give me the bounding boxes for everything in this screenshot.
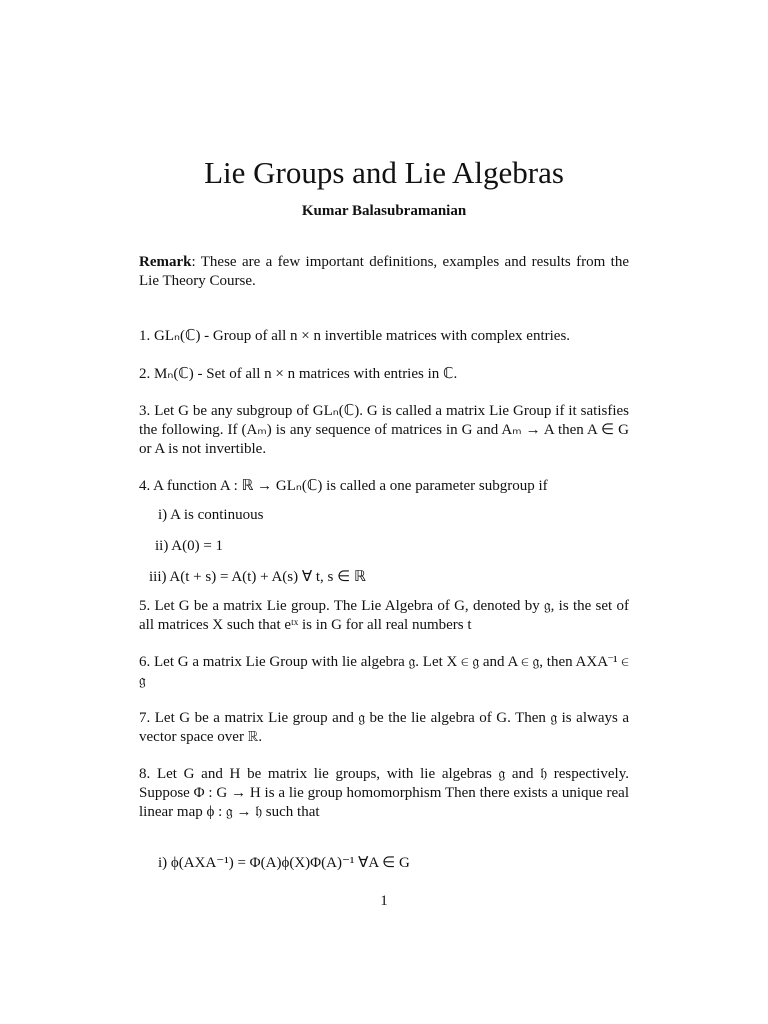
- remark-label: Remark: [139, 254, 192, 270]
- item-4-sub-i: i) A is continuous: [158, 507, 264, 523]
- item-2: 2. Mₙ(ℂ) - Set of all n × n matrices with entries in ℂ.: [139, 366, 458, 382]
- item-1: 1. GLₙ(ℂ) - Group of all n × n invertible matrices with complex entries.: [139, 328, 571, 344]
- item-8-sub-i: i) ϕ(AXA⁻¹) = Φ(A)ϕ(X)Φ(A)⁻¹ ∀A ∈ G: [158, 855, 410, 871]
- item-3: 3. Let G be any subgroup of GLₙ(ℂ). G is called a matrix Lie Group if it satisfies the following. If (Aₘ) is any sequence of matrices in G and Aₘ → A then A ∈ G or A is not invertible.: [139, 403, 629, 457]
- item-7: 7. Let G be a matrix Lie group and 𝔤 be the lie algebra of G. Then 𝔤 is always a vector space over ℝ.: [139, 710, 629, 745]
- page-number: 1: [380, 893, 388, 909]
- item-6: 6. Let G a matrix Lie Group with lie algebra 𝔤. Let X ∈ 𝔤 and A ∈ 𝔤, then AXA⁻¹ ∈ 𝔤: [139, 654, 629, 689]
- document-author: Kumar Balasubramanian: [301, 203, 467, 219]
- item-5: 5. Let G be a matrix Lie group. The Lie Algebra of G, denoted by 𝔤, is the set of all matrices X such that eᵗˣ is in G for all real numbers t: [139, 598, 629, 633]
- remark-text: : These are a few important definitions, examples and results from the Lie Theory Course.: [139, 254, 629, 289]
- document-title: Lie Groups and Lie Algebras: [204, 155, 564, 190]
- remark-paragraph: [139, 253, 629, 291]
- item-4-sub-ii: ii) A(0) = 1: [155, 538, 224, 554]
- item-4-sub-iii: iii) A(t + s) = A(t) + A(s) ∀ t, s ∈ ℝ: [149, 569, 366, 585]
- item-4: 4. A function A : ℝ → GLₙ(ℂ) is called a one parameter subgroup if: [139, 478, 548, 494]
- item-8: 8. Let G and H be matrix lie groups, with lie algebras 𝔤 and 𝔥 respectively. Suppose Φ : G → H is a lie group homomorphism Then there exists a unique real linear map ϕ : 𝔤 → 𝔥 such that: [139, 766, 629, 820]
